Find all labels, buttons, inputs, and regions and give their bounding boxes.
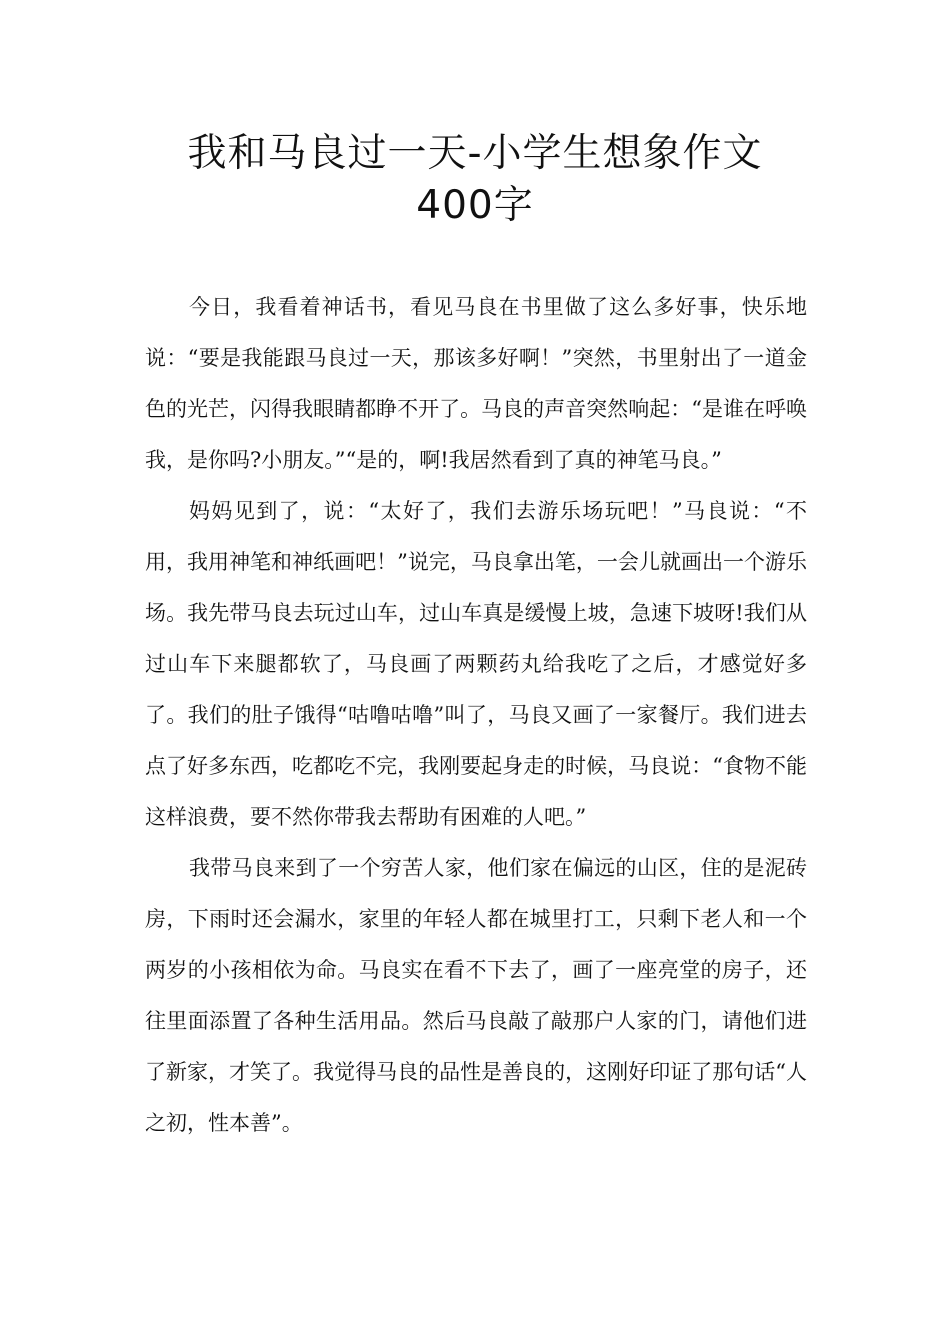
- document-body: [145, 282, 807, 1149]
- paragraph-3: 我带马良来到了一个穷苦人家，他们家在偏远的山区，住的是泥砖房，下雨时还会漏水，家里的年轻人都在城里打工，只剩下老人和一个两岁的小孩相依为命。马良实在看不下去了，画了一座亮堂的房子，还往里面添置了各种生活用品。然后马良敲了敲那户人家的门，请他们进了新家，才笑了。我觉得马良的品性是善良的，这刚好印证了那句话“人之初，性本善”。: [145, 856, 807, 1135]
- paragraph-2: 妈妈见到了，说：“太好了，我们去游乐场玩吧！”马良说：“不用，我用神笔和神纸画吧！”说完，马良拿出笔，一会儿就画出一个游乐场。我先带马良去玩过山车，过山车真是缓慢上坡，急速下坡呀!我们从过山车下来腿都软了，马良画了两颗药丸给我吃了之后，才感觉好多了。我们的肚子饿得“咕噜咕噜”叫了，马良又画了一家餐厅。我们进去点了好多东西，吃都吃不完，我刚要起身走的时候，马良说：“食物不能这样浪费，要不然你带我去帮助有困难的人吧。”: [145, 499, 807, 829]
- paragraph-1: 今日，我看着神话书，看见马良在书里做了这么多好事，快乐地说：“要是我能跟马良过一天，那该多好啊！”突然，书里射出了一道金色的光芒，闪得我眼睛都睁不开了。马良的声音突然响起：“是谁在呼唤我，是你吗?小朋友。”“是的，啊!我居然看到了真的神笔马良。”: [145, 295, 807, 472]
- document-title: 我和马良过一天-小学生想象作文400字: [187, 131, 763, 228]
